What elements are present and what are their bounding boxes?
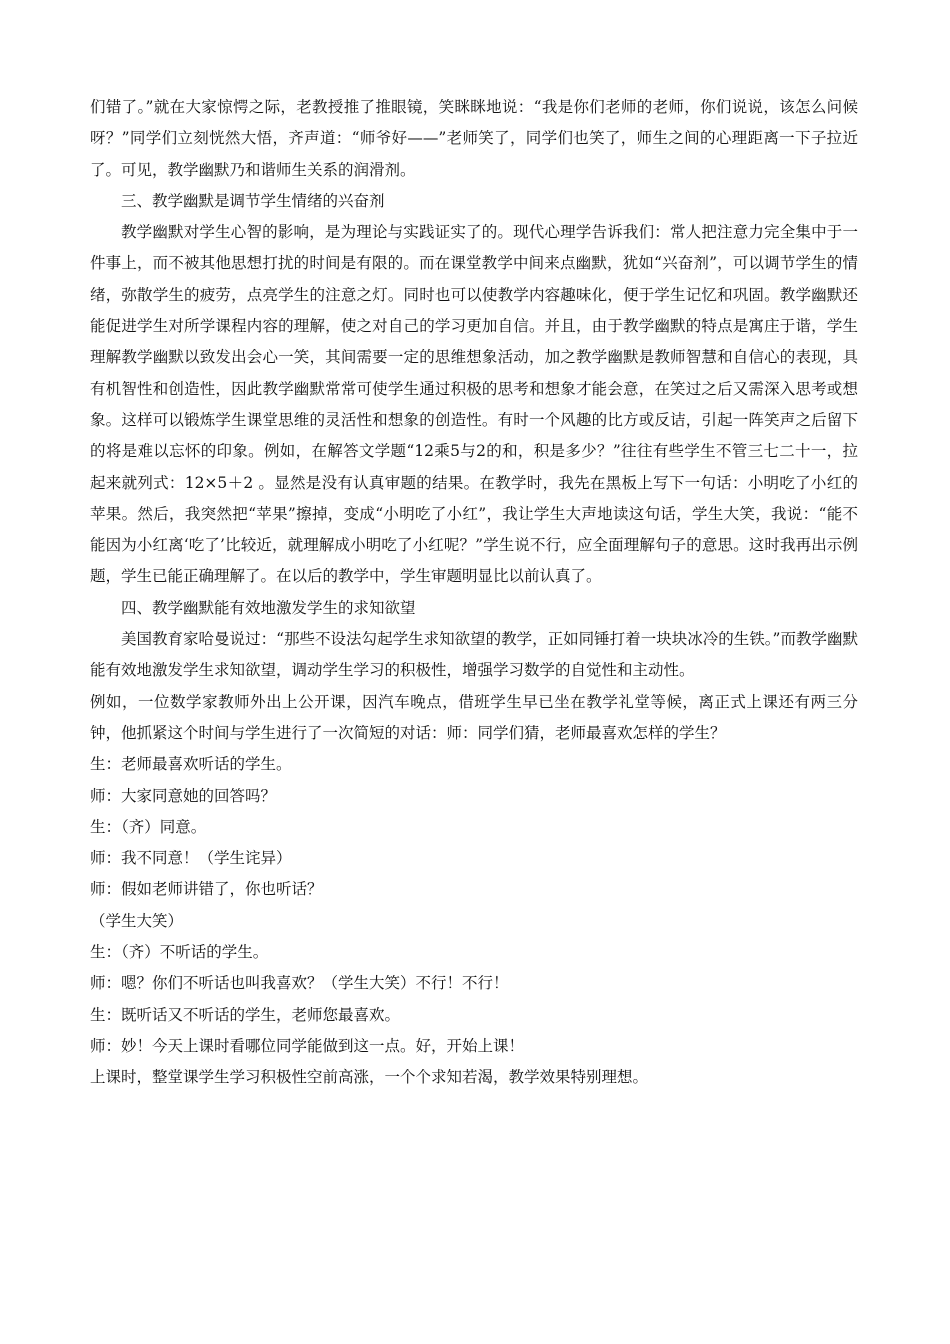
dialogue-line: （学生大笑） — [90, 911, 184, 930]
dialogue-line: 师：嗯？你们不听话也叫我喜欢？（学生大笑）不行！不行！ — [90, 974, 509, 993]
body-paragraph: 们错了。”就在大家惊愕之际，老教授推了推眼镜，笑眯眯地说：“我是你们老师的老师，你们说说，该怎么问候呀？”同学们立刻恍然大悟，齐声道：“师爷好——”老师笑了，同学们也笑了，师生之间的心理距离一下子拉近了。可见，教学幽默乃和谐师生关系的润滑剂。 — [90, 98, 858, 179]
dialogue-line: 生：（齐）不听话的学生。 — [90, 943, 269, 962]
body-paragraph: 教学幽默对学生心智的影响，是为理论与实践证实了的。现代心理学告诉我们：常人把注意力完全集中于一件事上，而不被其他思想打扰的时间是有限的。而在课堂教学中间来点幽默，犹如“兴奋剂”，可以调节学生的情绪，弥散学生的疲劳，点亮学生的注意之灯。同时也可以使教学内容趣味化，便于学生记忆和巩固。教学幽默还能促进学生对所学课程内容的理解，使之对自己的学习更加自信。并且，由于教学幽默的特点是寓庄于谐，学生理解教学幽默以致发出会心一笑，其间需要一定的思维想象活动，加之教学幽默是教师智慧和自信心的表现，具有机智性和创造性，因此教学幽默常常可使学生通过积极的思考和想象才能会意，在笑过之后又需深入思考或想象。这样可以锻炼学生课堂思维的灵活性和想象的创造性。有时一个风趣的比方或反诘，引起一阵笑声之后留下的将是难以忘怀的印象。例如，在解答文学题“12乘5与2的和，积是多少？”往往有些学生不管三七二十一，拉起来就列式：12×5＋2 。显然是没有认真审题的结果。在教学时，我先在黑板上写下一句话：小明吃了小红的苹果。然后，我突然把“苹果”擦掉，变成“小明吃了小红”，我让学生大声地读这句话，学生大笑，我说：“能不能因为小红离‘吃了’比较近，就理解成小明吃了小红呢？”学生说不行，应全面理解句子的意思。这时我再出示例题，学生已能正确理解了。在以后的教学中，学生审题明显比以前认真了。 — [90, 223, 858, 586]
closing-line: 上课时，整堂课学生学习积极性空前高涨，一个个求知若渴，教学效果特别理想。 — [90, 1068, 649, 1087]
dialogue-line: 师：大家同意她的回答吗？ — [90, 786, 277, 805]
dialogue-line: 师：我不同意！（学生诧异） — [90, 849, 292, 868]
section-heading: 三、教学幽默是调节学生情绪的兴奋剂 — [121, 191, 385, 210]
dialogue-line: 生：既听话又不听话的学生，老师您最喜欢。 — [90, 1005, 401, 1024]
dialogue-line: 师：假如老师讲错了，你也听话？ — [90, 880, 323, 899]
body-paragraph: 例如，一位数学家教师外出上公开课，因汽车晚点，借班学生早已坐在教学礼堂等候，离正式上课还有两三分钟，他抓紧这个时间与学生进行了一次简短的对话：师：同学们猜，老师最喜欢怎样的学生？ — [90, 692, 858, 742]
dialogue-line: 生：（齐）同意。 — [90, 817, 207, 836]
section-heading: 四、教学幽默能有效地激发学生的求知欲望 — [121, 598, 416, 617]
dialogue-line: 生：老师最喜欢听话的学生。 — [90, 755, 292, 774]
body-paragraph: 美国教育家哈曼说过：“那些不设法勾起学生求知欲望的教学，正如同锤打着一块块冰冷的生铁。”而教学幽默能有效地激发学生求知欲望，调动学生学习的积极性，增强学习数学的自觉性和主动性。 — [90, 630, 858, 680]
dialogue-line: 师：妙！今天上课时看哪位同学能做到这一点。好，开始上课！ — [90, 1036, 525, 1055]
